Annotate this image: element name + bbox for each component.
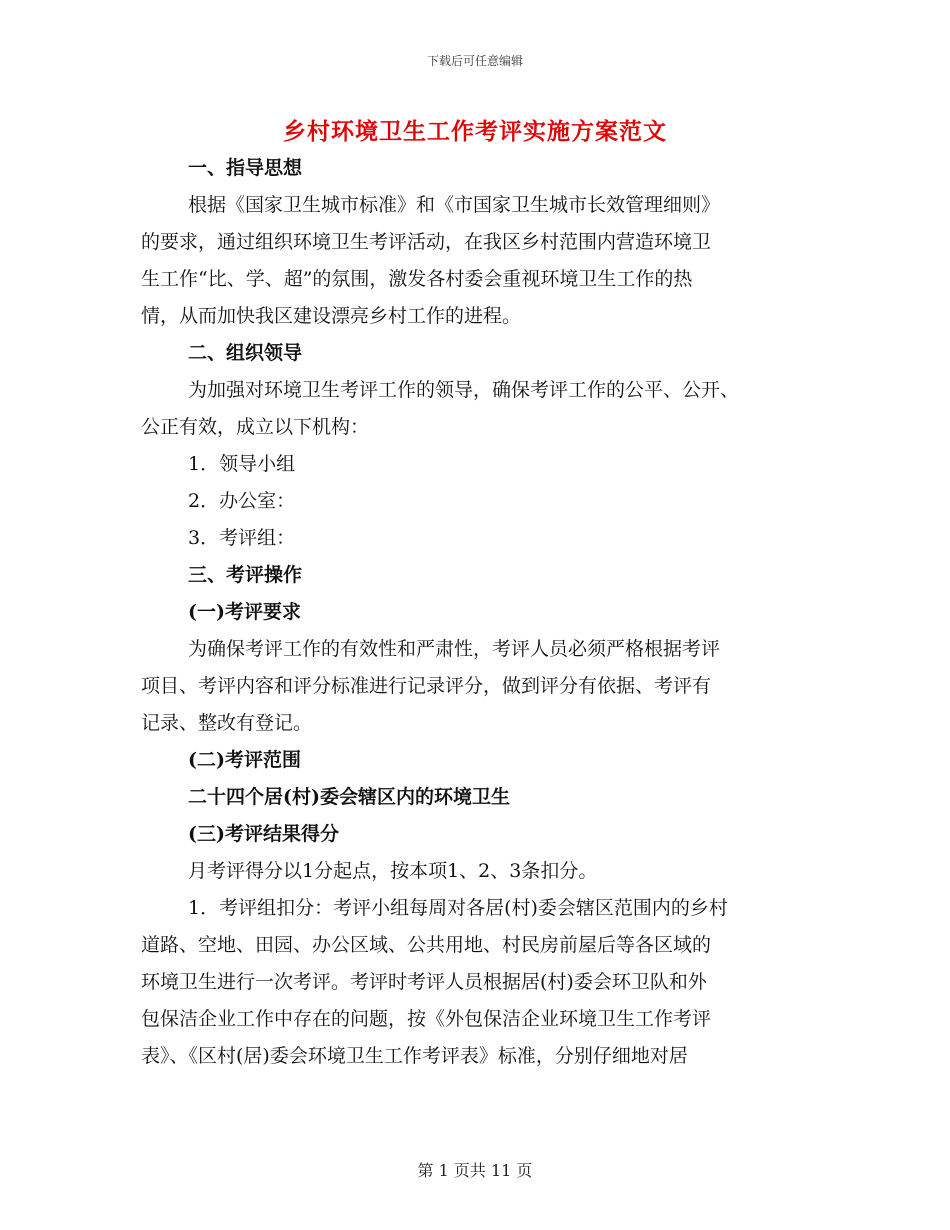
paragraph-line: 道路、空地、田园、办公区域、公共用地、村民房前屋后等各区域的	[141, 934, 712, 956]
section-heading: 一、指导思想	[188, 157, 303, 179]
subsection-heading: (一)考评要求	[188, 601, 301, 623]
paragraph-line: 根据《国家卫生城市标准》和《市国家卫生城市长效管理细则》	[188, 194, 721, 216]
document-body	[141, 150, 821, 1075]
paragraph-line: 项目、考评内容和评分标准进行记录评分，做到评分有依据、考评有	[141, 675, 712, 697]
paragraph-line: 为确保考评工作的有效性和严肃性，考评人员必须严格根据考评	[188, 638, 721, 660]
paragraph-line: 生工作“比、学、超”的氛围，激发各村委会重视环境卫生工作的热	[141, 268, 693, 290]
paragraph-line: 为加强对环境卫生考评工作的领导，确保考评工作的公平、公开、	[188, 379, 740, 401]
page-footer: 第 1 页共 11 页	[417, 1161, 533, 1180]
list-item: 3．考评组：	[188, 527, 296, 549]
list-item: 1．领导小组	[188, 453, 296, 475]
paragraph-line: 公正有效，成立以下机构：	[141, 416, 370, 438]
paragraph-line: 记录、整改有登记。	[141, 712, 313, 734]
bold-line: 二十四个居(村)委会辖区内的环境卫生	[188, 786, 510, 808]
paragraph-line: 情，从而加快我区建设漂亮乡村工作的进程。	[141, 305, 522, 327]
paragraph-line: 环境卫生进行一次考评。考评时考评人员根据居(村)委会环卫队和外	[141, 971, 707, 993]
paragraph-line: 月考评得分以1分起点，按本项1、2、3条扣分。	[188, 860, 598, 882]
paragraph-line: 表》、《区村(居)委会环境卫生工作考评表》标准，分别仔细地对居	[141, 1045, 688, 1067]
paragraph-line: 的要求，通过组织环境卫生考评活动，在我区乡村范围内营造环境卫	[141, 231, 712, 253]
section-heading: 三、考评操作	[188, 564, 303, 586]
list-item: 2．办公室：	[188, 490, 296, 512]
document-title: 乡村环境卫生工作考评实施方案范文	[283, 118, 667, 145]
paragraph-line: 1．考评组扣分：考评小组每周对各居(村)委会辖区范围内的乡村	[188, 897, 728, 919]
paragraph-line: 包保洁企业工作中存在的问题，按《外包保洁企业环境卫生工作考评	[141, 1008, 712, 1030]
page-header: 下载后可任意编辑	[426, 54, 523, 68]
section-heading: 二、组织领导	[188, 342, 303, 364]
subsection-heading: (三)考评结果得分	[188, 823, 339, 845]
subsection-heading: (二)考评范围	[188, 749, 301, 771]
